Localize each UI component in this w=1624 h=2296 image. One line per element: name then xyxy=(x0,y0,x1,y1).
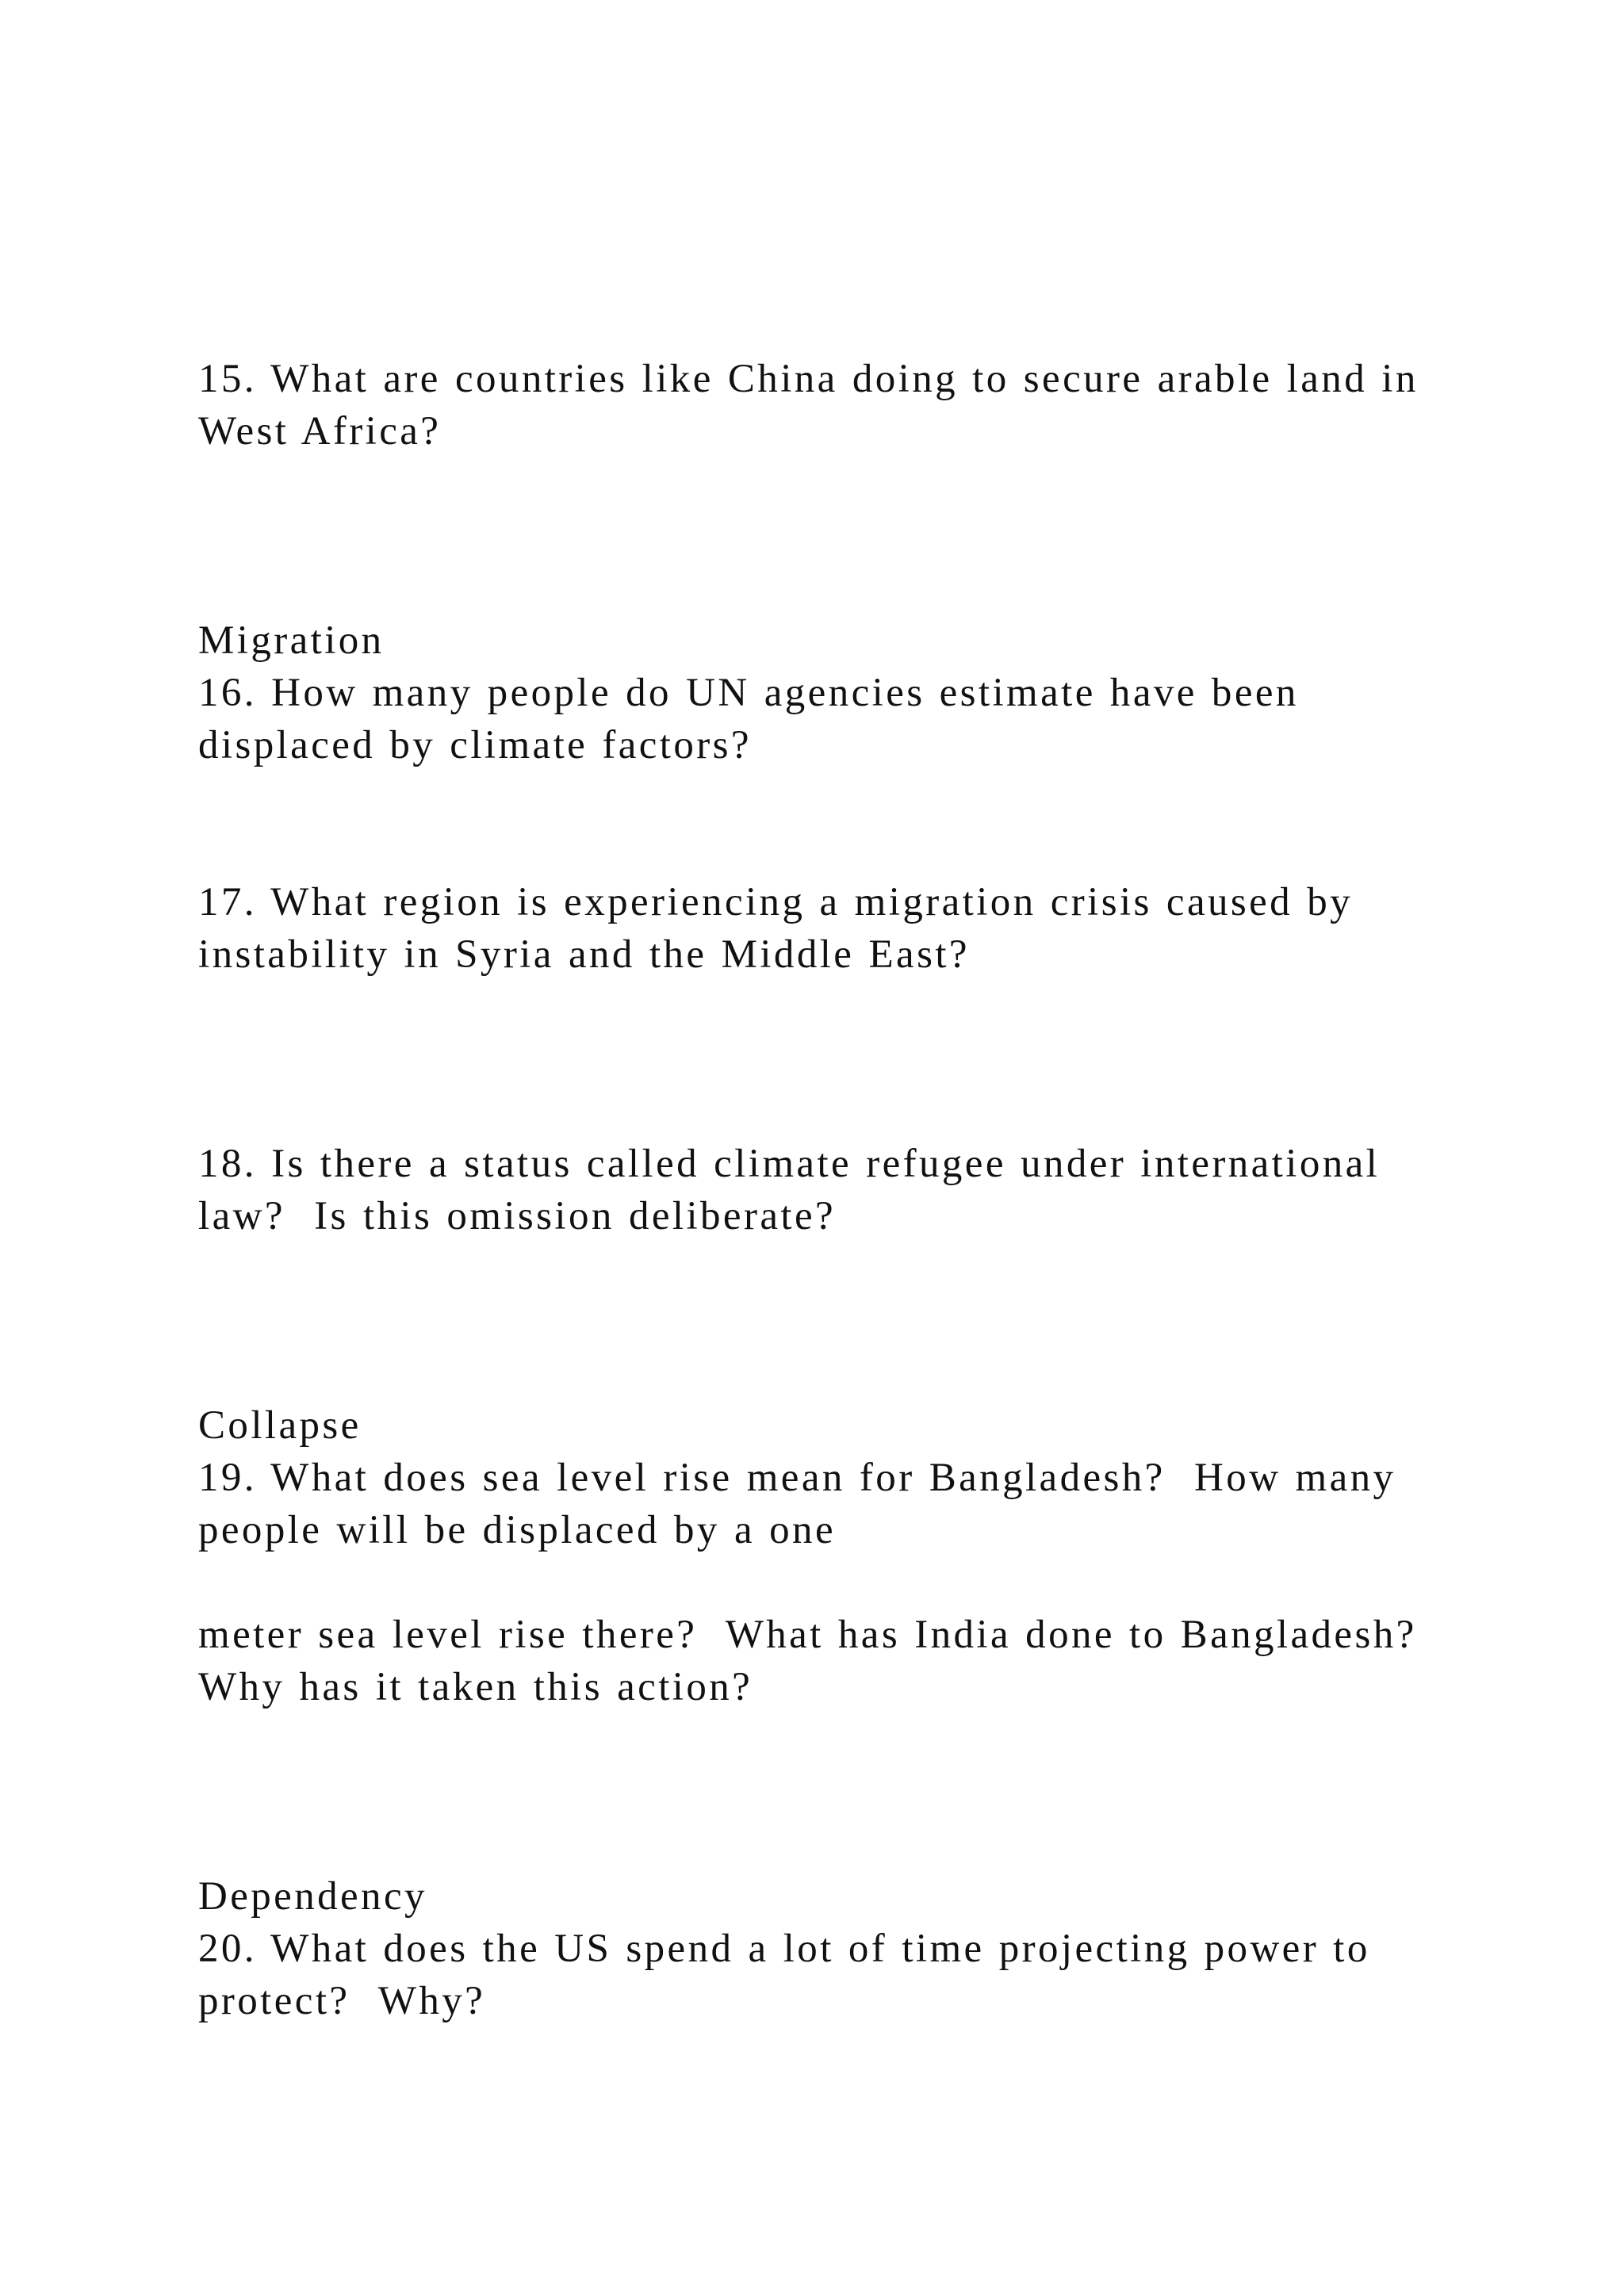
section-heading-dependency: Dependency xyxy=(198,1874,427,1919)
question-15-line-2: West Africa? xyxy=(198,409,442,453)
question-18-line-2: law? Is this omission deliberate? xyxy=(198,1194,837,1238)
question-19-line-4: Why has it taken this action? xyxy=(198,1665,753,1709)
question-17-line-1: 17. What region is experiencing a migration crisis caused by xyxy=(198,880,1354,924)
section-heading-collapse: Collapse xyxy=(198,1403,362,1448)
question-18-line-1: 18. Is there a status called climate refugee under international xyxy=(198,1142,1381,1186)
section-heading-migration: Migration xyxy=(198,618,385,663)
question-17-line-2: instability in Syria and the Middle East? xyxy=(198,932,970,977)
question-16-line-1: 16. How many people do UN agencies estimate have been xyxy=(198,671,1299,715)
question-19-line-1: 19. What does sea level rise mean for Bangladesh? How many xyxy=(198,1456,1396,1500)
question-19-line-3: meter sea level rise there? What has India done to Bangladesh? xyxy=(198,1613,1417,1657)
question-15-line-1: 15. What are countries like China doing to secure arable land in xyxy=(198,357,1419,401)
question-19-line-2: people will be displaced by a one xyxy=(198,1508,836,1552)
question-16-line-2: displaced by climate factors? xyxy=(198,723,752,767)
question-20-line-2: protect? Why? xyxy=(198,1979,486,2023)
question-20-line-1: 20. What does the US spend a lot of time projecting power to xyxy=(198,1927,1370,1971)
